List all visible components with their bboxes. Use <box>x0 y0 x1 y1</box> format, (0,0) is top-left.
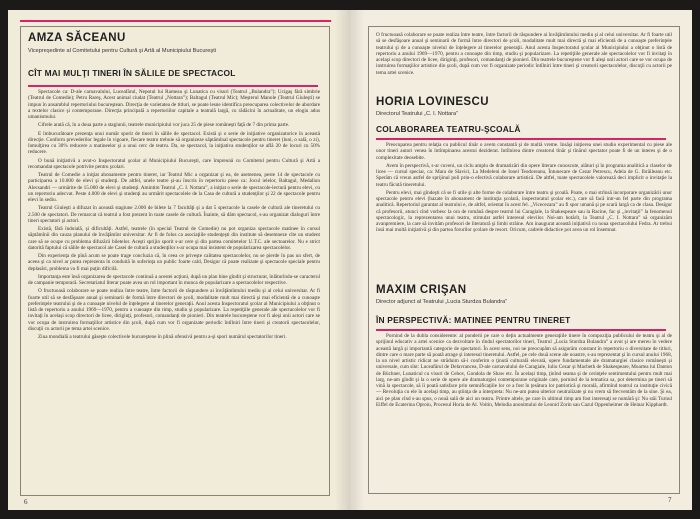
right-article2-body <box>376 333 672 489</box>
left-article-body <box>28 89 320 490</box>
left-article-title: CÎT MAI MULŢI TINERI ÎN SĂLILE DE SPECTACOL <box>28 68 236 78</box>
left-paragraph: E îmbucurătoare prezenţa unui număr sporit de tineri în sălile de spectacol. Există şi o serie de iniţiative organizatorice în această direcţie. Conform prevederilor legale în vigoare, fiecare teatru trebuie să organizeze săptămînal spectacole pentru tineret (luni, o sală, o zi), înmulţirea cu 30% reducere a matineelor şi a unui cerc de teatru. Da, se spectacol, la iniţiativa studenţilor se află 20 de locuri cu 50% reducere. <box>28 130 320 156</box>
left-page <box>8 10 350 510</box>
left-author-role: Vicepreşedinte al Comitetului pentru Cultură şi Artă al Municipiului Bucureşti <box>28 48 217 54</box>
left-gutter-shadow <box>335 10 349 510</box>
left-paragraph: Există, fără îndoială, şi dificultăţi. Astfel, teatrele (în special Teatrul de Comedie) nu pot organiza spectacole matinee în cursul săptămînii din cauza planului de învăţămînt universitar. Ar fi de folos ca asociaţiile studenţeşti din institute să desemneze cîte un student care să se ocupe cu problema difuzării biletelor. Aceşti sprijin sporit s-ar cere şi din partea comitetelor U.T.C. ale sectoarelor. Nu e strict datorită faptului că sălile de spectacol ale Casei de cultură a studenţilor s-ar ocupa mai insistent de popularizarea spectacolelor. <box>28 226 320 251</box>
left-paragraph: Teatrul de Comedie a iniţiat abonamente pentru tineret, iar Teatrul Mic a organizat şi ea, de asemenea, peste 14 de spectacole cu participarea a 10.000 de elevi şi studenţi. De altfel, unele teatre şi-au înscris în repertoriu piese ca: Jocul ielelor, Baltagul, Medalion Alecsandri — urmărite de 15.000 de elevi şi studenţi. Amintim Teatrul „C. I. Nottara”, a iniţiat o serie de spectacole-lectură pentru elevi, cu un repertoriu adecvat. Peste 4.000 de elevi şi studenţi au urmărit spectacolele de la Casa de cultură a studenţilor şi 22 de spectacole pentru elevi în sediu. <box>28 172 320 203</box>
right-continuation-body <box>376 32 672 92</box>
book-spread <box>8 10 692 510</box>
right-article2-title: ÎN PERSPECTIVĂ: MATINEE PENTRU TINERET <box>376 315 571 325</box>
right-continuation-paragraph: O fructuoasă colaborare se poate realiza între teatre, între factorii de răspundere ai învăţămîntului mediu şi al celui universitar. Ar fi foarte util să se desfăşoare anual şi seminarii de formă între directori de şcoli, modalitate mult mai directă şi mai eficientă de a cunoaşte preferinţele teatrului şi de a cunoaşte nivelul de înţelegere al tinerelor generaţii. Anul acesta Inspectoratul şcolar al Municipiului a obţinut o listă de repertoriu a anului 1969—1970, pentru a cunoaşte din timp, studiu şi popularizare. La repetiţiile generale ale spectacolelor vor fi invitaţi în acelaşi scop directori de licee, diriginţi, profesori, comandanţi de pionieri. Din teatrele bucureştene vor fi aleşi unii actori care se vor ocupa de instruirea formaţiilor artistice din şcoli, după cum vor fi organizate periodic întîlniri între tineri şi creatorii spectacolelor, discuţii cu actorii pe tema artei scenice. <box>376 32 672 76</box>
right-page-number: 7 <box>668 496 672 504</box>
left-paragraph: Cifrele arată că, în a doua parte a stagiunii, teatrele municipiului vor juca 25 de piese româneşti faţă de 7 din prima parte. <box>38 122 290 129</box>
left-top-red-rule <box>20 20 331 22</box>
left-page-number: 6 <box>24 498 28 506</box>
left-author-name: AMZA SĂCEANU <box>28 32 126 44</box>
right-gutter-shadow <box>350 10 364 510</box>
left-paragraph: Ziua mondială a teatrului găseşte colectivele bucureştene în plină ofensivă pentru a-şi spori numărul spectatorilor tineri. <box>38 334 287 340</box>
right-title1-red-rule <box>376 138 666 140</box>
left-paragraph: Spectacole ca: D-ale carnavalului, Luceafărul, Nepotul lui Rameau şi Lunatica cu visuri (Teatrul „Bulandra”); Ucigaş fără simbrie (Teatrul de Comedie); Petru Rareş, Acest animal ciudat (Teatrul „Nottara”); Baltagul (Teatrul Mic); Meşterul Manole (Teatrul Giuleşti) se impun în ansamblul repertoriului bucureştean. Direcţia de varietatea de titluri, se poate lesne identifica preocuparea colectivelor de abordare a textelor clasice şi contemporane. Direcţia principală a repertoriilor capitale a teatrală largă, cu rădăcini în actualitate, un elogiu adus umanismului. <box>28 89 320 120</box>
right-article1-title: COLABORAREA TEATRU-ŞCOALĂ <box>376 124 521 134</box>
left-paragraph: Importanţa este însă organizarea de spectacole continuă a acestei acţiuni, după un plan bine gîndit şi structurat, înlăturîndu-se caracterul de campanie temporară. Secretariatul literar poate avea un rol important în munca de popularizare a spectacolelor respective. <box>28 273 320 286</box>
right-article1-body <box>376 142 672 278</box>
right-article1-paragraph: Avem în perspectivă, s-ar cuveni, un ciclu amplu de dramatizări din opere literare cunoscute, alături şi în programa analitică a claselor de licee — cursul speciar, ca: Mara de Slavici, La Medeleni de Ionel Teodoreanu, Întunecare de Cezar Petrescu, Adela de G. Ibrăileanu etc. Sperăm că vreun astfel de sprijinul poli prin-o efectivă colaborare artistică. De altfel, toate spectacolele valorează deci implicit o invitaţie la teatru făcută tineretului. <box>376 162 672 188</box>
right-author2-name: MAXIM CRIŞAN <box>376 284 467 296</box>
right-article1-paragraph: Preocuparea pentru relaţia cu publicul tînăr o avem constantă şi de multă vreme. Insăşi iniţierea unei studio experimental cu piese ale unor tineri autori venea în întîmpinarea acestui deziderat. Intîlnirea dintre creatorul tînăr şi tînărul spectator poate fi de un interes şi de o complexitate deosebite. <box>376 142 672 161</box>
left-paragraph: Din experienţa de pînă acum se poate trage concluzia că, în ceea ce priveşte calitatea spectacolelor, nu se pierde în pas un sfert, de aceea şi ca nivel ar putea reprezenta în conduită în suferinţa un public foarte cald, Desigur că poate realizate şi spectacole speciale pentru deplasări, problema va fi mai puţin dificilă. <box>28 253 320 272</box>
right-author1-role: Directorul Teatrului „C. I. Nottara” <box>376 111 458 117</box>
left-paragraph: O bună iniţiativă a avut-o Inspectoratul şcolar al Municipiului Bucureşti, care împreună cu Comitetul pentru Cultură şi Artă a recomandat spectacole potrivite pentru şcolari. <box>28 157 320 170</box>
right-title2-red-rule <box>376 329 666 331</box>
right-page <box>350 10 692 510</box>
right-author2-role: Director adjunct al Teatrului „Lucia Sturdza Bulandra” <box>376 299 508 305</box>
left-paragraph: Teatrul Giuleşti a difuzat în această stagiune 2.000 de bilete la 7 facultăţi şi a dat 5 spectacole la casele de cultură ale tineretului cu 2.500 de spectatori. De remarcat că teatrul a fost prezent în toate casele de cultură. Înainte, să dăm spectacol, s-au organizat dialoguri între tineri spectatori şi actori. <box>28 205 320 224</box>
right-article2-paragraph: Pornind de la dubla considerente: al ponderii pe care o deţin actualmente generaţiile tinere în compoziţia publicului de teatru şi al de sprijinul educativ a artei scenice ca dezvoltare în rîndul spectatorilor tineri, Teatrul „Lucia Sturdza Bulandra” a avut şi are mereu în vedere această largă şi importantă categorie de spectatori. În acest sens, noi ne preocupăm să asigurăm constant în repertoriu o diversitate de titluri, dintre care o mare parte să poată atrage şi interesul tineretului. Astfel, pe cele două scene ale noastre, s-au reprezentat şi în cursul anului 1968, la un nivel artistic ridicat ne străduim să-i conferim o ţinută culturală elevată, opere fundamentale ale dramaturgiei clasice româneşti şi universale, cum sînt: Luceafărul de Delavrancea, D-ale carnavalului de Caragiale, Iuliu Cezar şi Macbeth de Shakespeare, Moartea lui Danton de Büchner, Lunaticul cu visuri de Cehov, Gondola de Shaw etc. În același timp, ţinînd seama şi de cerinţele sentimentului pentru mult mai larg, ne-am gîndit şi la o serie de opere ale dramaturgiei contemporane originale care, pornind de la tematica sa, pot determina pe tineri să vină la spectacole, să îi poată satisface prin semnificaţiile lor ce a fost în ţesătura lor patriotică şi morală, afirmînd teatrul ca instituţie civică — Revoluţia cu ele în acelaşi timp, au ştiinţa de a interpreta: Nu ne-am putea ulterior neutralizate şi nu vrem să frecventăm de la sine. Şi ea, aici pe plan cînd s-au spus, o nouă sală de aici un teatru. Printre altele, pe care în ultimul timp am fost interesaţi se numără şi: Nu stăi Turnul Eiffel de Ecaterina Oproiu, Procesul Horia de Al. Voitin, Melodia anonimului de Leonid Zorin sau Cazul Oppenheimer de Heinar Kipphardt. <box>376 333 672 408</box>
left-paragraph: O fructuoasă colaborare se poate realiza între teatre, între factorii de răspundere ai învăţămîntului mediu şi al celui universitar. Ar fi foarte util să se desfăşoare anual şi seminarii de formă între directori de şcoli, modalitate mult mai directă şi mai eficientă de a cunoaşte preferinţele teatrului şi de a cunoaşte nivelul de înţelegere al tinerelor generaţii. Anul acesta Inspectoratul şcolar al Municipiului a obţinut o listă de repertoriu a anului 1969—1970, pentru a cunoaşte din timp, studiu şi popularizare. La repetiţiile generale ale spectacolelor vor fi invitaţi în acelaşi scop directori de licee, diriginţi, profesori, comandanţi de pionieri. Din teatrele bucureştene vor fi aleşi unii actori care se vor ocupa de instruirea formaţiilor artistice din şcoli, după cum vor fi organizate periodic întîlniri între tineri şi creatorii spectacolelor, discuţii cu actorii pe tema artei scenice. <box>28 288 320 332</box>
left-title-red-rule <box>28 85 318 87</box>
right-author1-name: HORIA LOVINESCU <box>376 96 489 108</box>
right-article1-paragraph: Pentru elevi, mai gîndeşti că se fi utile şi alte forme de colaborare între teatru şi şcoală. Poate, o mai strînsă incorporare organizării unor spectacole pentru elevi (bazate în abonament de instituţia şcolară, inspectoratul şcolar etc.), care să facă intr-un fel parte din programa analitică. Repertoriul garantat al teatrului e, de altfel, orientat în acest fel. „Vicecezara” au fi spor umană şi pe scară largă ca de clasa. Desigur că profesorii, atunci cînd vorbesc la ora de română despre teatrul lui Caragiale, la Shakespeare sau la Racine, fac şi „invitaţii” la fenomenul spectacologic, la reprezentarea unui teatru, stimulat astfel interesul elevilor. Noi-am hotărît, la Teatrul „C. I. Nottara” să organizăm avanpremiere, la care să invităm profesori de literatură şi limbi străine. Am inaugurat această iniţiativă cu noua spectacolului Fedra. Ar trebui însă mai multă iniţiativă şi din partea forurilor şcolare de resort. Oricum, cadrele didactice pot avea un rol însemnat. <box>376 189 672 234</box>
